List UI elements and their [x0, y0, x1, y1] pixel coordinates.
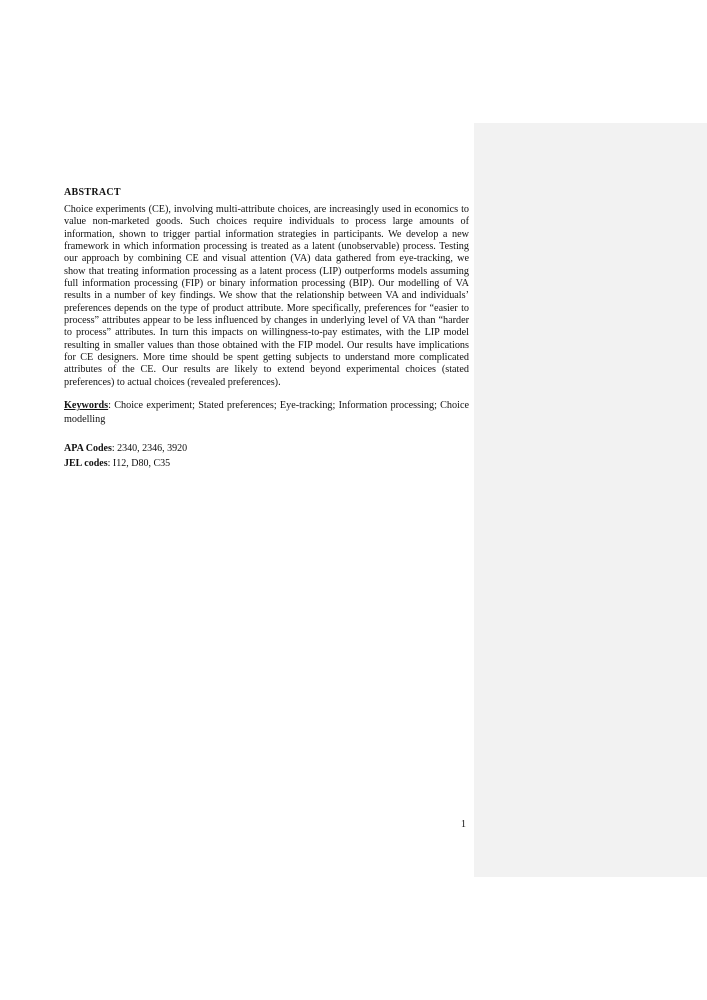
keywords-paragraph: [64, 399, 469, 426]
jel-codes-label: JEL codes: [64, 458, 108, 470]
apa-codes-value: : 2340, 2346, 3920: [111, 443, 188, 455]
keywords-label: Keywords: [64, 400, 109, 412]
classification-codes: [64, 441, 469, 471]
abstract-heading: ABSTRACT: [64, 187, 121, 198]
apa-codes-line: [64, 441, 469, 456]
jel-codes-value: : I12, D80, C35: [107, 458, 171, 470]
page-number: 1: [461, 819, 466, 830]
abstract-text: Choice experiments (CE), involving multi-attribute choices, are increasingly used in economics to value non-marketed goods. Such choices require individuals to process large amounts of information, shown to trigger partial information strategies in participants. We develop a new framework in which information processing is treated as a latent (unobservable) process. Testing our approach by combining CE and visual attention (VA) data gathered from eye-tracking, we show that treating information processing as a latent process (LIP) outperforms models assuming full information processing (FIP) or binary information processing (BIP). Our modelling of VA results in a number of key findings. We show that the relationship between VA and individuals’ preferences depends on the type of product attribute. More specifically, preferences for “easier to process” attributes appear to be less influenced by changes in underlying level of VA than “harder to process” attributes. In turn this impacts on willingness-to-pay estimates, with the LIP model resulting in smaller values than those obtained with the FIP model. Our results have implications for CE designers. More time should be spent getting subjects to understand more complicated attributes of the CE. Our results are likely to extend beyond experimental choices (stated preferences) to actual choices (revealed preferences).: [64, 204, 469, 388]
keywords-text: : Choice experiment; Stated preferences; Eye-tracking; Information processing; Choice modelling: [64, 400, 469, 425]
jel-codes-line: [64, 456, 469, 471]
abstract-section: [64, 186, 469, 471]
comment-pane[interactable]: [474, 123, 707, 877]
apa-codes-label: APA Codes: [64, 443, 112, 455]
